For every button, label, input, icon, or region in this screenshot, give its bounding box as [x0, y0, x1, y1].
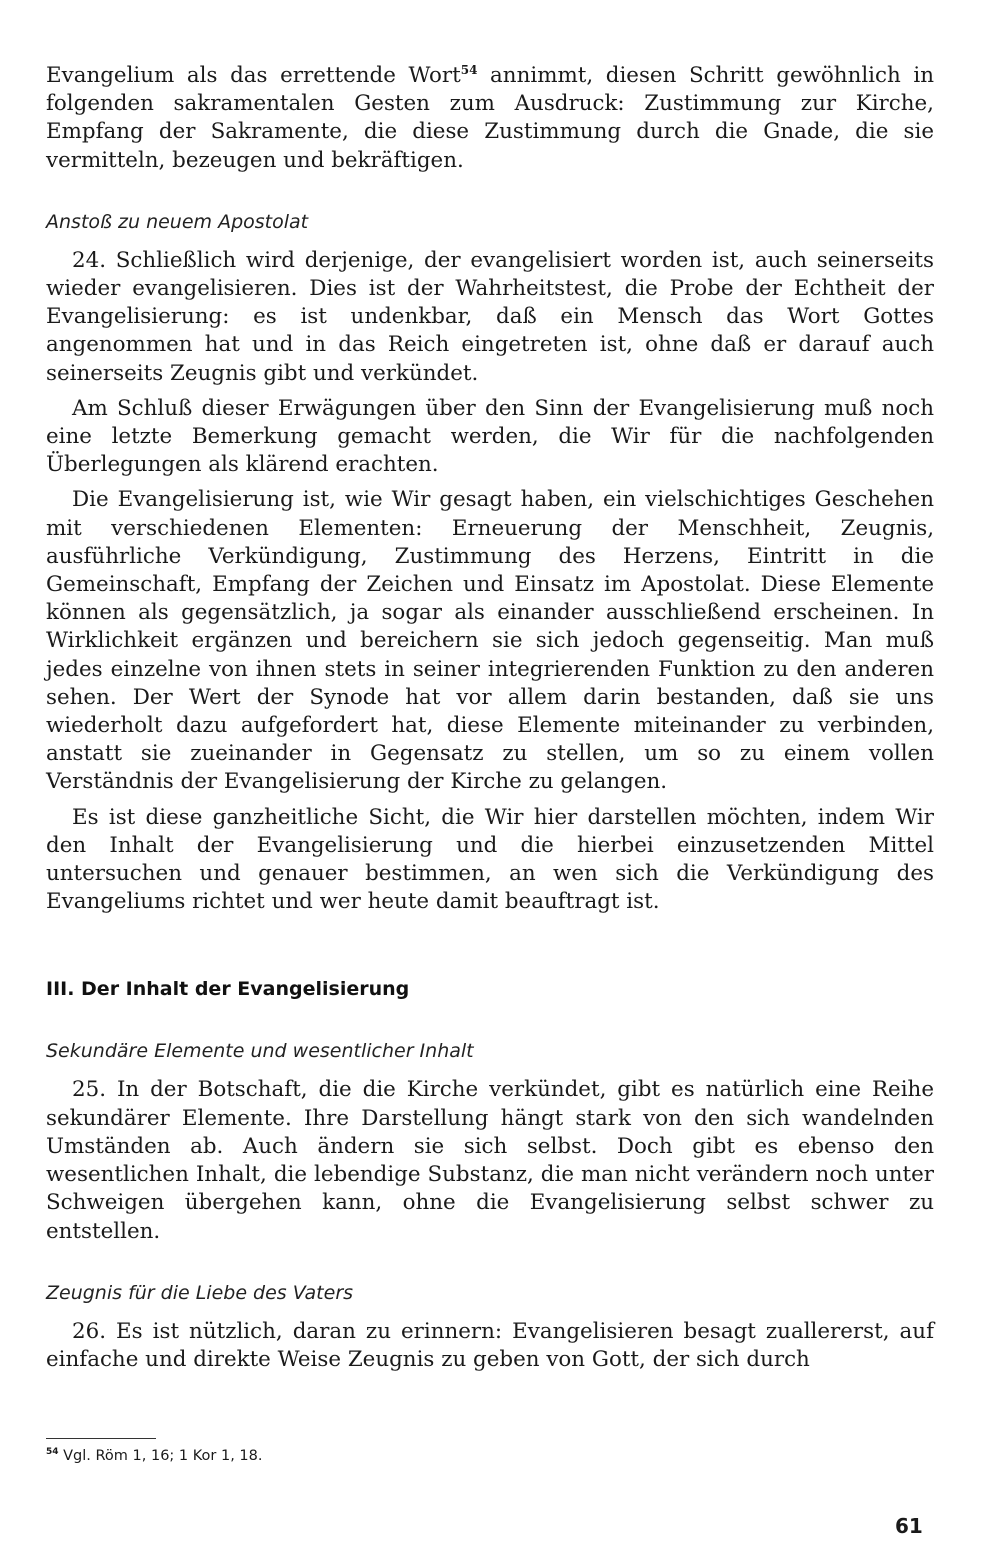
subheading-apostolat: Anstoß zu neuem Apostolat	[46, 210, 309, 233]
paragraph-24: 24. Schließlich wird derjenige, der evangelisiert worden ist, auch seinerseits wieder evangelisieren. Dies ist der Wahrheitstest, die Probe der Echtheit der Evangelisierung: es ist undenkbar, daß ein Mensch das Wort Gottes angenommen hat und in das Reich eingetreten ist, ohne daß er darauf auch seinerseits Zeugnis gibt und verkündet.	[46, 247, 934, 386]
footnote	[46, 1448, 263, 1464]
footnote-reference[interactable]: 54	[460, 62, 478, 77]
footnote-text: Vgl. Röm 1, 16; 1 Kor 1, 18.	[58, 1448, 263, 1464]
intro-text-before-note: Evangelium als das errettende Wort	[46, 63, 461, 88]
footnote-marker: 54	[46, 1447, 59, 1458]
intro-text-after-note: annimmt, diesen Schritt gewöhnlich in folgenden sakramentalen Gesten zum Ausdruck: Zustimmung zur Kirche, Empfang der Sakramente, die diese Zustimmung durch die Gnade, die sie vermitteln, bezeugen und bekräftigen.	[46, 63, 935, 173]
paragraph-ganzheitliche-sicht: Es ist diese ganzheitliche Sicht, die Wir hier darstellen möchten, indem Wir den Inhalt der Evangelisierung und die hierbei einzusetzenden Mittel untersuchen und genauer bestimmen, an wen sich die Verkündigung des Evangeliums richtet und wer heute damit beauftragt ist.	[46, 804, 934, 915]
paragraph-elemente: Die Evangelisierung ist, wie Wir gesagt haben, ein vielschichtiges Geschehen mit verschiedenen Elementen: Erneuerung der Menschheit, Zeugnis, ausführliche Verkündigung, Zustimmung des Herzens, Eintritt in die Gemeinschaft, Empfang der Zeichen und Einsatz im Apostolat. Diese Elemente können als gegensätzlich, ja sogar als einander ausschließend erscheinen. In Wirklichkeit ergänzen und bereichern sie sich jedoch gegenseitig. Man muß jedes einzelne von ihnen stets in seiner integrierenden Funktion zu den anderen sehen. Der Wert der Synode hat vor allem darin bestanden, daß sie uns wiederholt dazu aufgefordert hat, diese Elemente miteinander zu verbinden, anstatt sie zueinander in Gegensatz zu stellen, um so zu einem vollen Verständnis der Evangelisierung der Kirche zu gelangen.	[46, 487, 934, 795]
paragraph-26: 26. Es ist nützlich, daran zu erinnern: Evangelisieren besagt zuallererst, auf einfache und direkte Weise Zeugnis zu geben von Gott, der sich durch	[46, 1318, 934, 1372]
intro-paragraph	[46, 62, 934, 175]
paragraph-25: 25. In der Botschaft, die die Kirche verkündet, gibt es natürlich eine Reihe sekundärer Elemente. Ihre Darstellung hängt stark von den sich wandelnden Umständen ab. Auch ändern sie sich selbst. Doch gibt es ebenso den wesentlichen Inhalt, die lebendige Substanz, die man nicht verändern noch unter Schweigen übergehen kann, ohne die Evangelisierung selbst schwer zu entstellen.	[46, 1077, 934, 1244]
chapter-title: III. Der Inhalt der Evangelisierung	[46, 978, 410, 1001]
subheading-zeugnis: Zeugnis für die Liebe des Vaters	[46, 1281, 354, 1304]
paragraph-schluss: Am Schluß dieser Erwägungen über den Sinn der Evangelisierung muß noch eine letzte Bemerkung gemacht werden, die Wir für die nachfolgenden Überlegungen als klärend erachten.	[46, 395, 934, 478]
page-number: 61	[895, 1514, 923, 1538]
subheading-sekundaere-elemente: Sekundäre Elemente und wesentlicher Inhalt	[46, 1040, 474, 1063]
footnote-divider	[46, 1438, 156, 1439]
page-content	[46, 62, 934, 1374]
